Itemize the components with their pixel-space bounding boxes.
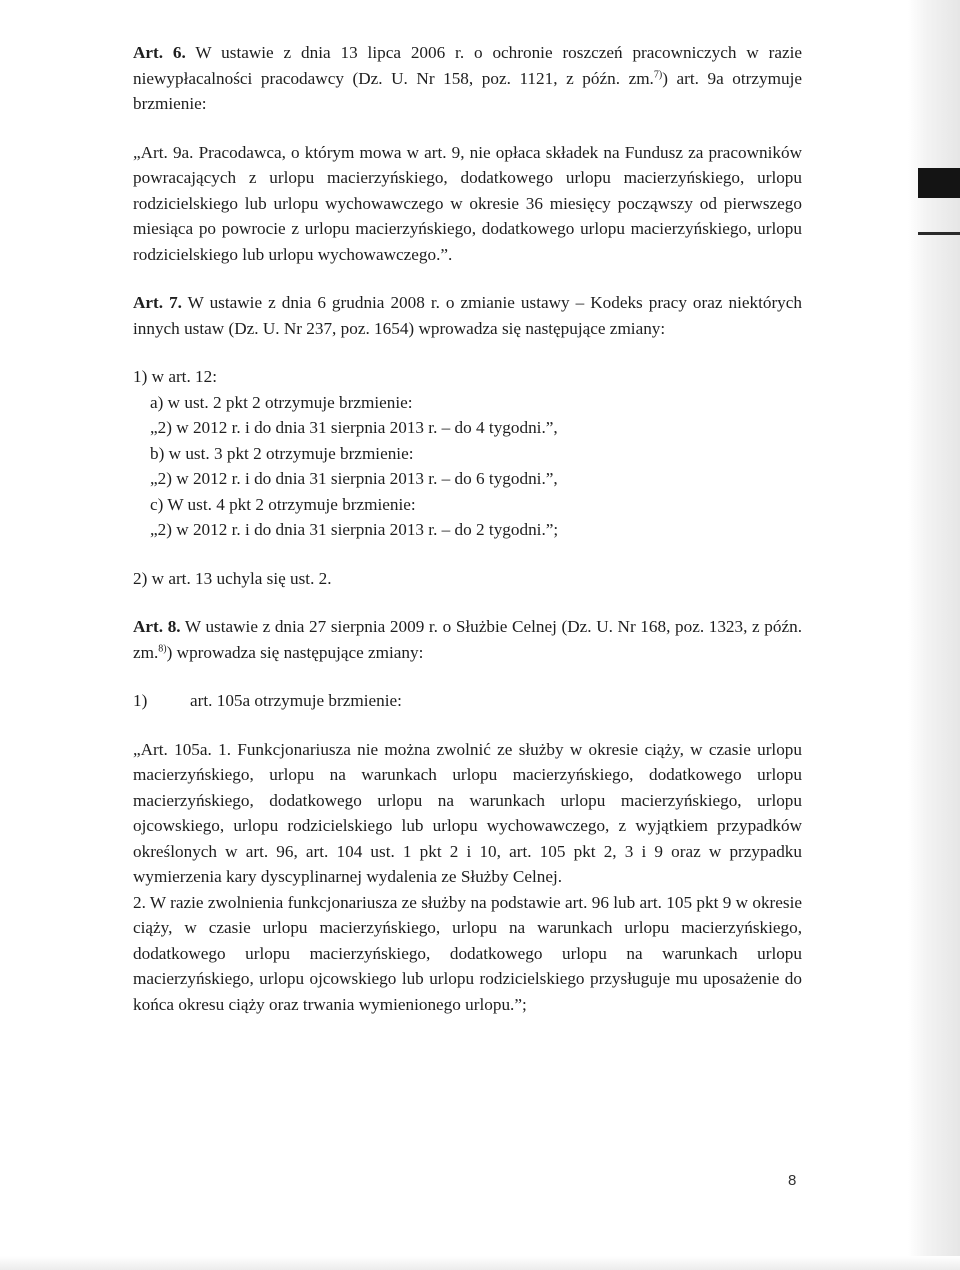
art7-point1-a-quote: „2) w 2012 r. i do dnia 31 sierpnia 2013 r. – do 4 tygodni.”, <box>150 418 558 437</box>
art6-paragraph <box>133 40 802 117</box>
art6-quote: „Art. 9a. Pracodawca, o którym mowa w art. 9, nie opłaca składek na Fundusz za pracowników powracających z urlopu macierzyńskiego, dodatkowego urlopu macierzyńskiego, urlopu rodzicielskiego lub urlopu wychowawczego w okresie 36 miesięcy począwszy od pierwszego miesiąca po powrocie z urlopu macierzyńskiego, dodatkowego urlopu macierzyńskiego, urlopu rodzicielskiego lub urlopu wychowawczego.”. <box>133 142 802 264</box>
art8-quote-paragraph-1: „Art. 105a. 1. Funkcjonariusza nie można zwolnić ze służby w okresie ciąży, w czasie urlopu macierzyńskiego, urlopu na warunkach urlopu macierzyńskiego, dodatkowego urlopu macierzyńskiego, dodatkowego urlopu na warunkach urlopu macierzyńskiego, urlopu ojcowskiego, urlopu rodzicielskiego lub urlopu wychowawczego, z wyjątkiem przypadków określonych w art. 96, art. 104 ust. 1 pkt 2 i 10, art. 105 pkt 2, 3 i 9 oraz w przypadku wymierzenia kary dyscyplinarnej wydalenia ze Służby Celnej. <box>133 739 802 886</box>
art8-text: W ustawie z dnia 27 sierpnia 2009 r. o Służbie Celnej (Dz. U. Nr 168, poz. 1323, z późn. zm. <box>133 617 803 662</box>
art7-point1-c-quote: „2) w 2012 r. i do dnia 31 sierpnia 2013 r. – do 2 tygodni.”; <box>150 520 559 539</box>
art6-text-after: ) art. 9a otrzymuje brzmienie: <box>133 68 802 113</box>
art8-point1 <box>133 688 802 714</box>
art8-point1-number: 1) <box>133 691 148 710</box>
art6-footnote: 7) <box>653 68 663 80</box>
art8-footnote: 8) <box>158 642 167 654</box>
art8-point1-text: art. 105a otrzymuje brzmienie: <box>190 691 402 710</box>
art7-point1: 1) w art. 12: <box>133 367 218 386</box>
scan-edge-line <box>918 232 960 235</box>
page-number: 8 <box>788 1172 797 1189</box>
art7-point1-b-quote: „2) w 2012 r. i do dnia 31 sierpnia 2013 r. – do 6 tygodni.”, <box>150 469 558 488</box>
art8-quote-paragraph-2: 2. W razie zwolnienia funkcjonariusza ze służby na podstawie art. 96 lub art. 105 pkt 9 w okresie ciąży, w czasie urlopu macierzyńskiego, urlopu na warunkach urlopu macierzyńskiego, dodatkowego urlopu macierzyńskiego, dodatkowego urlopu na warunkach urlopu macierzyńskiego, urlopu ojcowskiego lub urlopu rodzicielskiego przysługuje mu uposażenie do końca okresu ciąży oraz trwania wymienionego urlopu.”; <box>133 892 802 1014</box>
art7-point1-a: a) w ust. 2 pkt 2 otrzymuje brzmienie: <box>150 392 413 412</box>
art7-label: Art. 7. <box>133 293 182 312</box>
art8-label: Art. 8. <box>133 617 181 636</box>
art7-paragraph <box>133 290 802 341</box>
scan-bottom-shade <box>0 1256 960 1270</box>
art7-point1-c: c) W ust. 4 pkt 2 otrzymuje brzmienie: <box>150 494 416 514</box>
art7-point2: 2) w art. 13 uchyla się ust. 2. <box>133 568 332 588</box>
scan-edge-mark <box>918 168 960 198</box>
art8-paragraph <box>133 614 802 665</box>
art7-point1-b: b) w ust. 3 pkt 2 otrzymuje brzmienie: <box>150 443 414 463</box>
art6-text: W ustawie z dnia 13 lipca 2006 r. o ochronie roszczeń pracowniczych w razie niewypłacalności pracodawcy (Dz. U. Nr 158, poz. 1121, z późn. zm. <box>133 43 802 88</box>
art6-label: Art. 6. <box>133 43 186 62</box>
art8-text-after: ) wprowadza się następujące zmiany: <box>166 642 424 662</box>
art7-text: W ustawie z dnia 6 grudnia 2008 r. o zmianie ustawy – Kodeks pracy oraz niektórych innych ustaw (Dz. U. Nr 237, poz. 1654) wprowadza się następujące zmiany: <box>133 293 802 338</box>
document-body <box>133 40 802 1017</box>
